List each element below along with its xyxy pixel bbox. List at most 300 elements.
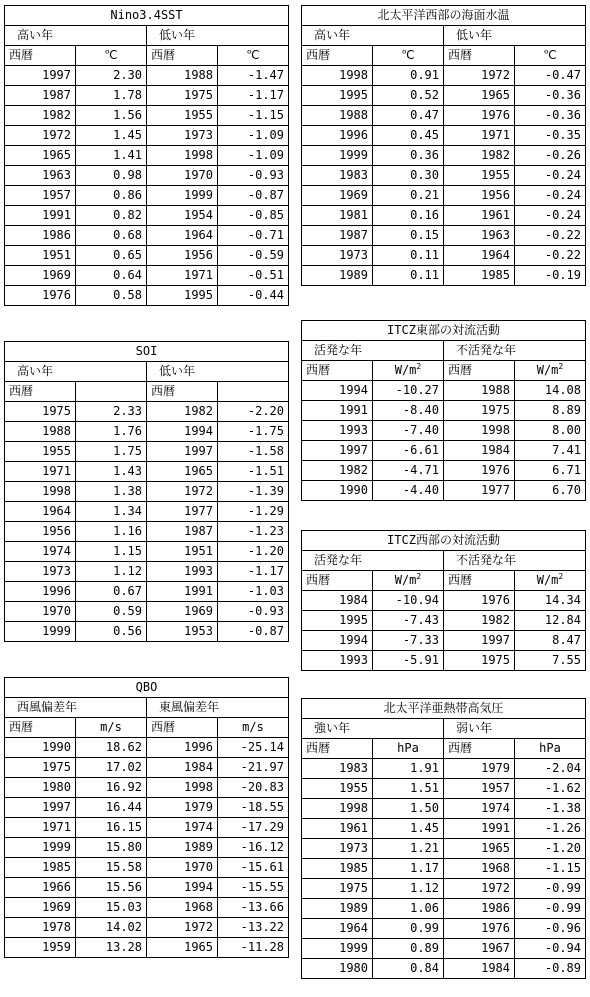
cell-value-low: -11.28 [218,938,289,958]
cell-year-low: 1970 [147,858,218,878]
cell-value-high: 1.16 [76,522,147,542]
cell-year-high: 1956 [5,522,76,542]
cell-year-low: 1961 [444,206,515,226]
cell-value-low: -21.97 [218,758,289,778]
cell-value-low: 8.89 [515,401,586,421]
column-header-year: 西暦 [444,571,515,591]
cell-year-high: 1984 [302,591,373,611]
unit-label: m/s [242,720,264,734]
cell-year-low: 1969 [147,602,218,622]
cell-year-high: 1969 [5,898,76,918]
cell-year-high: 1971 [5,818,76,838]
group-header-high: 高い年 [302,26,444,46]
cell-value-high: 15.58 [76,858,147,878]
group-header-row [5,26,289,46]
cell-value-low: -1.39 [218,482,289,502]
cell-value-high: 15.80 [76,838,147,858]
table-title-row [302,6,586,26]
table-row [5,126,289,146]
table-row [5,778,289,798]
cell-year-low: 1956 [147,246,218,266]
unit-superscript: 2 [558,572,564,581]
column-header-year: 西暦 [147,718,218,738]
cell-year-high: 1975 [5,758,76,778]
table-row [302,879,586,899]
column-header-year: 西暦 [5,382,76,402]
cell-year-low: 1972 [147,918,218,938]
cell-year-low: 1967 [444,939,515,959]
cell-value-high: -7.43 [373,611,444,631]
cell-year-low: 1971 [147,266,218,286]
cell-value-high: 0.15 [373,226,444,246]
table-row [5,838,289,858]
cell-value-low: -0.99 [515,899,586,919]
cell-value-low: -25.14 [218,738,289,758]
group-header-row [302,26,586,46]
unit-superscript: 2 [558,362,564,371]
cell-year-low: 1965 [444,839,515,859]
table-row [302,859,586,879]
cell-year-low: 1985 [444,266,515,286]
group-header-high: 西風偏差年 [5,698,147,718]
cell-value-high: 1.75 [76,442,147,462]
cell-value-high: 0.30 [373,166,444,186]
cell-value-low: -1.15 [218,106,289,126]
cell-value-high: 1.06 [373,899,444,919]
cell-year-low: 1972 [444,879,515,899]
column-header-unit [373,361,444,381]
cell-year-high: 1982 [302,461,373,481]
table-row [5,858,289,878]
table-row [5,878,289,898]
table-row [5,106,289,126]
cell-year-high: 1997 [302,441,373,461]
group-header-high: 高い年 [5,26,147,46]
cell-value-high: 0.64 [76,266,147,286]
column-header-row [5,382,289,402]
cell-year-high: 1986 [5,226,76,246]
cell-year-high: 1957 [5,186,76,206]
cell-value-low: -0.71 [218,226,289,246]
cell-value-low: -0.85 [218,206,289,226]
table-title: ITCZ東部の対流活動 [302,321,586,341]
cell-value-low: -0.59 [218,246,289,266]
column-header-unit [373,739,444,759]
table-row [302,381,586,401]
unit-label: W/m [394,363,417,377]
cell-value-high: 2.30 [76,66,147,86]
column-header-unit [373,46,444,66]
cell-value-high: 1.38 [76,482,147,502]
cell-year-low: 1971 [444,126,515,146]
table-title: 北太平洋西部の海面水温 [302,6,586,26]
cell-value-high: -10.27 [373,381,444,401]
cell-value-high: 0.91 [373,66,444,86]
cell-value-low: 6.71 [515,461,586,481]
cell-year-low: 1975 [444,651,515,671]
cell-year-high: 1975 [5,402,76,422]
cell-value-high: 0.99 [373,919,444,939]
cell-value-low: -1.75 [218,422,289,442]
table-row [302,146,586,166]
cell-value-low: -0.51 [218,266,289,286]
column-header-row [302,361,586,381]
cell-year-high: 1996 [302,126,373,146]
cell-year-high: 1970 [5,602,76,622]
column-header-unit [76,718,147,738]
cell-year-low: 1953 [147,622,218,642]
cell-year-low: 1988 [444,381,515,401]
cell-year-high: 1964 [5,502,76,522]
cell-value-high: 1.34 [76,502,147,522]
table-row [5,422,289,442]
column-header-row [5,718,289,738]
cell-value-high: 0.11 [373,246,444,266]
table-row [5,522,289,542]
cell-year-high: 1983 [302,759,373,779]
cell-value-high: 0.47 [373,106,444,126]
cell-value-low: -0.87 [218,186,289,206]
cell-value-low: -1.03 [218,582,289,602]
cell-value-high: 0.16 [373,206,444,226]
cell-year-high: 1991 [5,206,76,226]
cell-year-high: 1980 [302,959,373,979]
cell-year-high: 1964 [302,919,373,939]
cell-value-high: 0.67 [76,582,147,602]
cell-year-low: 1968 [444,859,515,879]
cell-value-low: -1.51 [218,462,289,482]
column-header-unit [218,46,289,66]
cell-year-low: 1975 [444,401,515,421]
cell-year-high: 1978 [5,918,76,938]
cell-year-low: 1979 [444,759,515,779]
cell-year-high: 1999 [302,939,373,959]
cell-year-low: 1982 [444,611,515,631]
table-row [302,106,586,126]
cell-value-low: -0.26 [515,146,586,166]
cell-year-high: 1993 [302,651,373,671]
cell-value-low: -1.26 [515,819,586,839]
group-header-low: 低い年 [444,26,586,46]
table-row [5,622,289,642]
cell-value-high: -8.40 [373,401,444,421]
table-row [5,758,289,778]
cell-value-high: 0.89 [373,939,444,959]
cell-year-high: 1959 [5,938,76,958]
cell-year-high: 1983 [302,166,373,186]
cell-value-low: -0.87 [218,622,289,642]
cell-year-low: 1984 [444,441,515,461]
cell-year-high: 1975 [302,879,373,899]
cell-value-low: -0.93 [218,166,289,186]
cell-value-low: -0.94 [515,939,586,959]
cell-value-high: 0.58 [76,286,147,306]
cell-year-high: 1993 [302,421,373,441]
cell-value-low: -0.24 [515,166,586,186]
cell-year-high: 1981 [302,206,373,226]
cell-year-high: 1987 [5,86,76,106]
table-title: 北太平洋亜熱帯高気圧 [302,699,586,719]
unit-label: hPa [397,741,419,755]
cell-value-low: 8.47 [515,631,586,651]
cell-value-low: -17.29 [218,818,289,838]
table-nino34-sst [4,5,289,306]
cell-value-high: 15.03 [76,898,147,918]
column-header-year: 西暦 [147,382,218,402]
table-row [302,126,586,146]
cell-year-high: 1961 [302,819,373,839]
cell-value-low: -0.96 [515,919,586,939]
cell-year-low: 1994 [147,422,218,442]
table-row [5,462,289,482]
table-row [302,819,586,839]
table-row [302,226,586,246]
group-header-row [5,362,289,382]
cell-value-high: 15.56 [76,878,147,898]
unit-label: W/m [536,573,559,587]
cell-year-high: 1982 [5,106,76,126]
table-row [5,402,289,422]
cell-year-high: 1999 [5,622,76,642]
table-row [5,266,289,286]
table-row [302,401,586,421]
cell-year-low: 1995 [147,286,218,306]
cell-value-high: -4.71 [373,461,444,481]
cell-value-high: 1.17 [373,859,444,879]
group-header-low: 不活発な年 [444,341,586,361]
cell-year-high: 1991 [302,401,373,421]
table-row [302,939,586,959]
column-header-row [302,46,586,66]
column-header-year: 西暦 [302,361,373,381]
cell-value-low: -15.61 [218,858,289,878]
cell-value-high: -5.91 [373,651,444,671]
cell-value-high: 0.84 [373,959,444,979]
cell-value-low: -0.36 [515,86,586,106]
cell-year-low: 1982 [444,146,515,166]
cell-year-high: 1980 [5,778,76,798]
cell-year-low: 1965 [147,938,218,958]
table-row [5,246,289,266]
cell-value-high: 17.02 [76,758,147,778]
cell-value-high: 1.21 [373,839,444,859]
cell-value-high: 1.45 [373,819,444,839]
column-header-unit [515,46,586,66]
cell-year-high: 1969 [5,266,76,286]
table-row [5,918,289,938]
table-title: SOI [5,342,289,362]
table-qbo [4,677,289,958]
cell-year-low: 1997 [444,631,515,651]
cell-value-high: -4.40 [373,481,444,501]
table-row [302,591,586,611]
cell-year-low: 1951 [147,542,218,562]
table-row [302,631,586,651]
table-row [302,421,586,441]
cell-value-low: 6.70 [515,481,586,501]
cell-year-high: 1988 [5,422,76,442]
cell-value-low: 12.84 [515,611,586,631]
cell-year-low: 1998 [147,778,218,798]
cell-value-low: -1.38 [515,799,586,819]
column-header-year: 西暦 [444,739,515,759]
cell-value-low: -0.89 [515,959,586,979]
table-row [5,482,289,502]
cell-year-low: 1997 [147,442,218,462]
table-row [302,899,586,919]
cell-year-low: 1973 [147,126,218,146]
table-row [5,286,289,306]
cell-value-high: 14.02 [76,918,147,938]
table-row [302,441,586,461]
cell-value-low: -0.24 [515,206,586,226]
cell-year-low: 1986 [444,899,515,919]
table-row [5,166,289,186]
cell-year-low: 1999 [147,186,218,206]
column-header-year: 西暦 [444,46,515,66]
unit-label: ℃ [401,48,415,62]
cell-value-low: -0.22 [515,246,586,266]
column-header-year: 西暦 [302,739,373,759]
cell-year-low: 1972 [444,66,515,86]
group-header-low: 不活発な年 [444,551,586,571]
cell-year-low: 1982 [147,402,218,422]
cell-year-low: 1977 [444,481,515,501]
table-row [5,562,289,582]
cell-year-low: 1993 [147,562,218,582]
table-row [302,839,586,859]
table-row [302,919,586,939]
cell-value-low: -1.62 [515,779,586,799]
cell-value-low: -15.55 [218,878,289,898]
cell-value-low: -1.17 [218,562,289,582]
cell-value-high: 16.92 [76,778,147,798]
table-row [5,66,289,86]
cell-value-high: 0.65 [76,246,147,266]
table-row [5,146,289,166]
cell-year-high: 1995 [302,86,373,106]
cell-value-high: 0.52 [373,86,444,106]
cell-value-high: 1.15 [76,542,147,562]
cell-value-high: 0.56 [76,622,147,642]
cell-year-low: 1976 [444,591,515,611]
cell-year-high: 1965 [5,146,76,166]
cell-year-low: 1957 [444,779,515,799]
cell-year-high: 1971 [5,462,76,482]
cell-year-high: 1969 [302,186,373,206]
column-header-row [5,46,289,66]
table-title-row [5,678,289,698]
cell-value-low: 7.55 [515,651,586,671]
cell-year-low: 1976 [444,106,515,126]
cell-year-high: 1973 [302,839,373,859]
cell-year-low: 1970 [147,166,218,186]
cell-year-low: 1984 [444,959,515,979]
cell-year-low: 1976 [444,919,515,939]
table-row [302,779,586,799]
cell-year-high: 1955 [5,442,76,462]
cell-value-low: -13.22 [218,918,289,938]
cell-year-high: 1999 [5,838,76,858]
cell-value-high: -7.33 [373,631,444,651]
cell-value-low: -1.20 [218,542,289,562]
table-itcz-west [301,530,586,671]
cell-year-low: 1974 [444,799,515,819]
cell-year-high: 1997 [5,798,76,818]
cell-value-low: -1.29 [218,502,289,522]
cell-value-high: 0.11 [373,266,444,286]
group-header-low: 弱い年 [444,719,586,739]
cell-year-low: 1972 [147,482,218,502]
cell-year-low: 1964 [147,226,218,246]
cell-value-high: 0.86 [76,186,147,206]
cell-value-low: -20.83 [218,778,289,798]
table-row [302,206,586,226]
table-row [302,481,586,501]
cell-value-low: -0.36 [515,106,586,126]
cell-year-low: 1979 [147,798,218,818]
group-header-high: 高い年 [5,362,147,382]
column-header-year: 西暦 [5,46,76,66]
column-header-unit [515,361,586,381]
cell-year-high: 1994 [302,631,373,651]
column-header-year: 西暦 [444,361,515,381]
cell-value-high: -10.94 [373,591,444,611]
table-row [5,86,289,106]
cell-value-low: -1.15 [515,859,586,879]
cell-value-high: 16.15 [76,818,147,838]
cell-year-low: 1991 [444,819,515,839]
cell-year-high: 1988 [302,106,373,126]
cell-value-low: -0.35 [515,126,586,146]
cell-year-low: 1996 [147,738,218,758]
table-itcz-east [301,320,586,501]
cell-value-high: -6.61 [373,441,444,461]
column-header-unit [218,382,289,402]
group-header-low: 低い年 [147,362,289,382]
cell-value-high: 0.98 [76,166,147,186]
cell-value-low: -2.04 [515,759,586,779]
table-row [302,461,586,481]
cell-value-low: -1.23 [218,522,289,542]
unit-label: ℃ [543,48,557,62]
group-header-row [302,719,586,739]
cell-year-low: 1956 [444,186,515,206]
cell-year-high: 1990 [5,738,76,758]
cell-value-low: -13.66 [218,898,289,918]
column-header-year: 西暦 [302,571,373,591]
cell-year-low: 1998 [444,421,515,441]
cell-value-high: 1.51 [373,779,444,799]
table-row [5,186,289,206]
cell-value-low: -1.47 [218,66,289,86]
cell-value-low: -0.24 [515,186,586,206]
cell-value-high: 1.56 [76,106,147,126]
cell-value-low: -0.93 [218,602,289,622]
cell-year-high: 1998 [302,66,373,86]
cell-value-high: 18.62 [76,738,147,758]
cell-value-high: 1.43 [76,462,147,482]
table-row [302,166,586,186]
group-header-low: 低い年 [147,26,289,46]
column-header-unit [218,718,289,738]
cell-value-high: 1.41 [76,146,147,166]
table-row [5,206,289,226]
cell-year-high: 1955 [302,779,373,799]
group-header-row [5,698,289,718]
cell-year-low: 1964 [444,246,515,266]
cell-year-low: 1987 [147,522,218,542]
